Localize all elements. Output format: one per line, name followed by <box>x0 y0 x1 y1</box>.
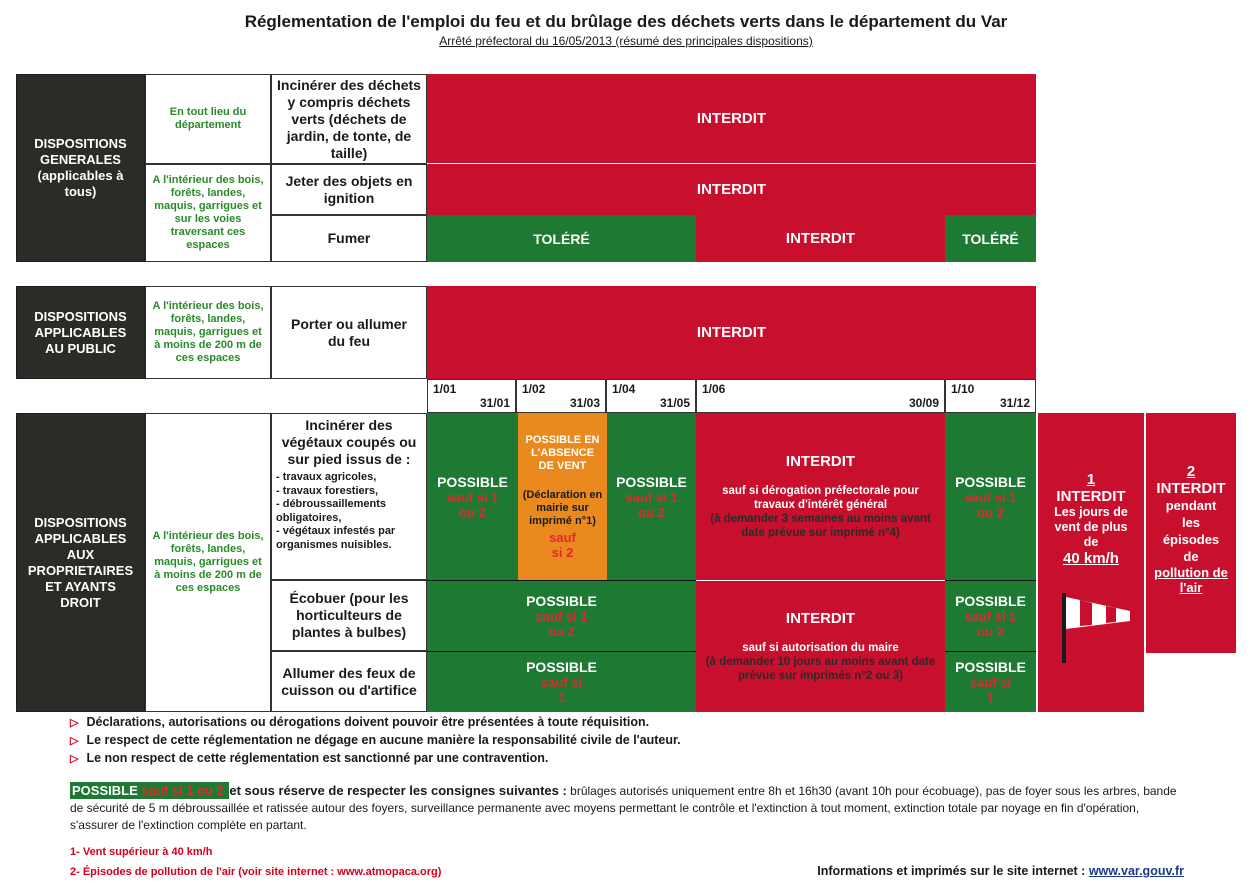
status-possible-oct <box>945 413 1036 580</box>
date-end-4: 30/09 <box>908 396 939 410</box>
triangle-icon: ▷ <box>70 735 79 747</box>
status-possible-label: POSSIBLE <box>437 473 508 490</box>
date-start-2: 1/02 <box>522 382 546 396</box>
date-start-3: 1/04 <box>612 382 636 396</box>
condition-pollution-text: pendant les épisodes de <box>1162 498 1220 564</box>
status-interdit-summer-1 <box>696 413 945 580</box>
status-sauf-label: sauf si 1 <box>540 675 583 705</box>
page-subtitle: Arrêté préfectoral du 16/05/2013 (résumé des principales dispositions) <box>439 34 813 48</box>
triangle-icon: ▷ <box>70 717 79 729</box>
action-incinerer-vegetaux-list <box>276 471 422 552</box>
date-end-1: 31/01 <box>479 396 510 410</box>
status-possible-jan <box>427 413 518 580</box>
derogation-detail: (à demander 3 semaines au moins avant date prévue sur imprimé n°4) <box>710 513 931 539</box>
orange-sauf-label: sauf si 2 <box>549 529 576 560</box>
info-link[interactable]: www.var.gouv.fr <box>1088 864 1184 878</box>
condition-pollution <box>1146 413 1236 653</box>
action-incinerer-dechets: Incinérer des déchets y compris déchets verts (déchets de jardin, de tonte, de taille) <box>271 74 427 164</box>
date-end-3: 31/05 <box>659 396 690 410</box>
status-interdit-porter-feu: INTERDIT <box>427 286 1036 379</box>
status-possible-orange <box>518 413 607 580</box>
date-start-1: 1/01 <box>433 382 457 396</box>
list-item: - travaux agricoles, <box>276 471 377 483</box>
location-generales-1: En tout lieu du département <box>145 74 271 164</box>
info-text: Informations et imprimés sur le site internet : <box>817 864 1086 878</box>
info-line <box>817 864 1184 878</box>
status-sauf-label: sauf si 1 ou 2 <box>964 489 1017 520</box>
status-possible-cuisson-2 <box>945 651 1036 712</box>
location-proprietaires: A l'intérieur des bois, forêts, landes, maquis, garrigues et à moins de 200 m de ces espaces <box>145 413 271 712</box>
status-interdit-incinerer: INTERDIT <box>427 74 1036 164</box>
condition-pollution-emph: pollution de l'air <box>1154 565 1228 595</box>
autorisation-detail: (à demander 10 jours au moins avant date prévue sur imprimés n°2 ou 3) <box>705 656 936 682</box>
action-fumer: Fumer <box>271 215 427 262</box>
list-item: - végétaux infestés par organismes nuisibles. <box>276 525 396 551</box>
status-possible-apr <box>607 413 696 580</box>
date-cell-4 <box>696 379 945 413</box>
status-sauf-label: sauf si 1 ou 2 <box>964 609 1017 639</box>
action-feux-cuisson: Allumer des feux de cuisson ou d'artifice <box>271 651 427 712</box>
footnote-1: 1- Vent supérieur à 40 km/h <box>70 846 213 858</box>
date-start-4: 1/06 <box>702 382 726 396</box>
status-possible-label: POSSIBLE <box>526 593 597 609</box>
condition-pollution-title: INTERDIT <box>1156 480 1226 497</box>
status-interdit-fumer: INTERDIT <box>696 215 945 262</box>
orange-mid-label: (Déclaration en mairie sur imprimé n°1) <box>522 488 603 527</box>
status-possible-ecobuer-1 <box>427 580 696 651</box>
note-item <box>70 750 970 768</box>
consignes-text: brûlages autorisés uniquement entre 8h et 16h30 (avant 10h pour écobuage), pas de foyer sous les arbres, bande de sécurité de 5 m débroussaillée et ratissée autour des foyers, surveillance permanente avec moyens permettant le contrôle et l'extinction à tout moment, extinction totale par noyage en fin d'opération, s'assurer de l'extinction complète en partant. <box>70 784 1177 832</box>
status-sauf-label: sauf si 1 ou 2 <box>535 609 588 639</box>
notes-list <box>70 714 970 768</box>
footnote-2: 2- Épisodes de pollution de l'air (voir site internet : www.atmopaca.org) <box>70 866 442 878</box>
status-tolere-fumer-2: TOLÉRÉ <box>945 215 1036 262</box>
section-public-label: DISPOSITIONS APPLICABLES AU PUBLIC <box>16 286 145 379</box>
status-possible-label: POSSIBLE <box>955 473 1026 490</box>
derogation-label: sauf si dérogation préfectorale pour travaux d'intérêt général <box>722 485 919 511</box>
date-end-5: 31/12 <box>999 396 1030 410</box>
location-generales-2: A l'intérieur des bois, forêts, landes, maquis, garrigues et sur les voies traversant ces espaces <box>145 164 271 262</box>
triangle-icon: ▷ <box>70 753 79 765</box>
status-possible-label: POSSIBLE <box>526 659 597 675</box>
condition-vent <box>1036 413 1144 712</box>
status-possible-ecobuer-2 <box>945 580 1036 651</box>
windsock-icon <box>1058 591 1134 665</box>
list-item: - débroussaillements obligatoires, <box>276 498 387 524</box>
date-header-row <box>427 379 1036 413</box>
autorisation-label: sauf si autorisation du maire <box>742 642 899 654</box>
condition-pollution-num: 2 <box>1186 463 1196 480</box>
condition-vent-emph: 40 km/h <box>1063 550 1119 567</box>
consignes-lead: et sous réserve de respecter les consignes suivantes : <box>229 783 567 798</box>
status-possible-label: POSSIBLE <box>616 473 687 490</box>
list-item: - travaux forestiers, <box>276 484 379 497</box>
condition-vent-title: INTERDIT <box>1056 488 1126 505</box>
date-cell-3 <box>606 379 696 413</box>
action-jeter-objets: Jeter des objets en ignition <box>271 164 427 215</box>
note-item <box>70 714 970 732</box>
status-sauf-label: sauf si 1 <box>969 675 1012 705</box>
consignes-badge-sauf: sauf si 1 ou 2 <box>141 783 224 798</box>
section-proprietaires-label: DISPOSITIONS APPLICABLES AUX PROPRIETAIRES ET AYANTS DROIT <box>16 413 145 712</box>
status-tolere-fumer-1: TOLÉRÉ <box>427 215 696 262</box>
consignes-block <box>70 782 1185 834</box>
note-text: Le non respect de cette réglementation est sanctionné par une contravention. <box>86 751 549 765</box>
orange-top-label: POSSIBLE EN L'ABSENCE DE VENT <box>525 433 600 472</box>
action-ecobuer: Écobuer (pour les horticulteurs de plantes à bulbes) <box>271 580 427 651</box>
date-cell-1 <box>427 379 516 413</box>
consignes-badge-possible: POSSIBLE <box>72 783 138 798</box>
condition-vent-num: 1 <box>1086 471 1096 488</box>
status-interdit-label: INTERDIT <box>785 610 856 627</box>
status-interdit-label: INTERDIT <box>785 453 856 470</box>
action-porter-feu: Porter ou allumer du feu <box>271 286 427 379</box>
status-sauf-label: sauf si 1 ou 2 <box>446 489 499 520</box>
page-title: Réglementation de l'emploi du feu et du brûlage des déchets verts dans le département du Var <box>244 12 1008 31</box>
action-incinerer-vegetaux <box>271 413 427 580</box>
date-cell-5 <box>945 379 1036 413</box>
condition-vent-text: Les jours de vent de plus de <box>1054 505 1128 549</box>
section-generales-label: DISPOSITIONS GENERALES (applicables à tous) <box>16 74 145 262</box>
date-start-5: 1/10 <box>951 382 975 396</box>
action-incinerer-vegetaux-title: Incinérer des végétaux coupés ou sur pied issus de : <box>281 417 417 467</box>
status-possible-label: POSSIBLE <box>955 659 1026 675</box>
status-interdit-summer-2 <box>696 580 945 712</box>
note-text: Déclarations, autorisations ou dérogations doivent pouvoir être présentées à toute réquisition. <box>86 715 650 729</box>
date-end-2: 31/03 <box>569 396 600 410</box>
note-item <box>70 732 970 750</box>
status-sauf-label: sauf si 1 ou 2 <box>625 489 678 520</box>
consignes-badge <box>70 782 229 799</box>
status-interdit-jeter: INTERDIT <box>427 164 1036 215</box>
status-possible-label: POSSIBLE <box>955 593 1026 609</box>
note-text: Le respect de cette réglementation ne dégage en aucune manière la responsabilité civile de l'auteur. <box>86 733 681 747</box>
location-public: A l'intérieur des bois, forêts, landes, maquis, garrigues et à moins de 200 m de ces espaces <box>145 286 271 379</box>
status-possible-cuisson-1 <box>427 651 696 712</box>
date-cell-2 <box>516 379 606 413</box>
